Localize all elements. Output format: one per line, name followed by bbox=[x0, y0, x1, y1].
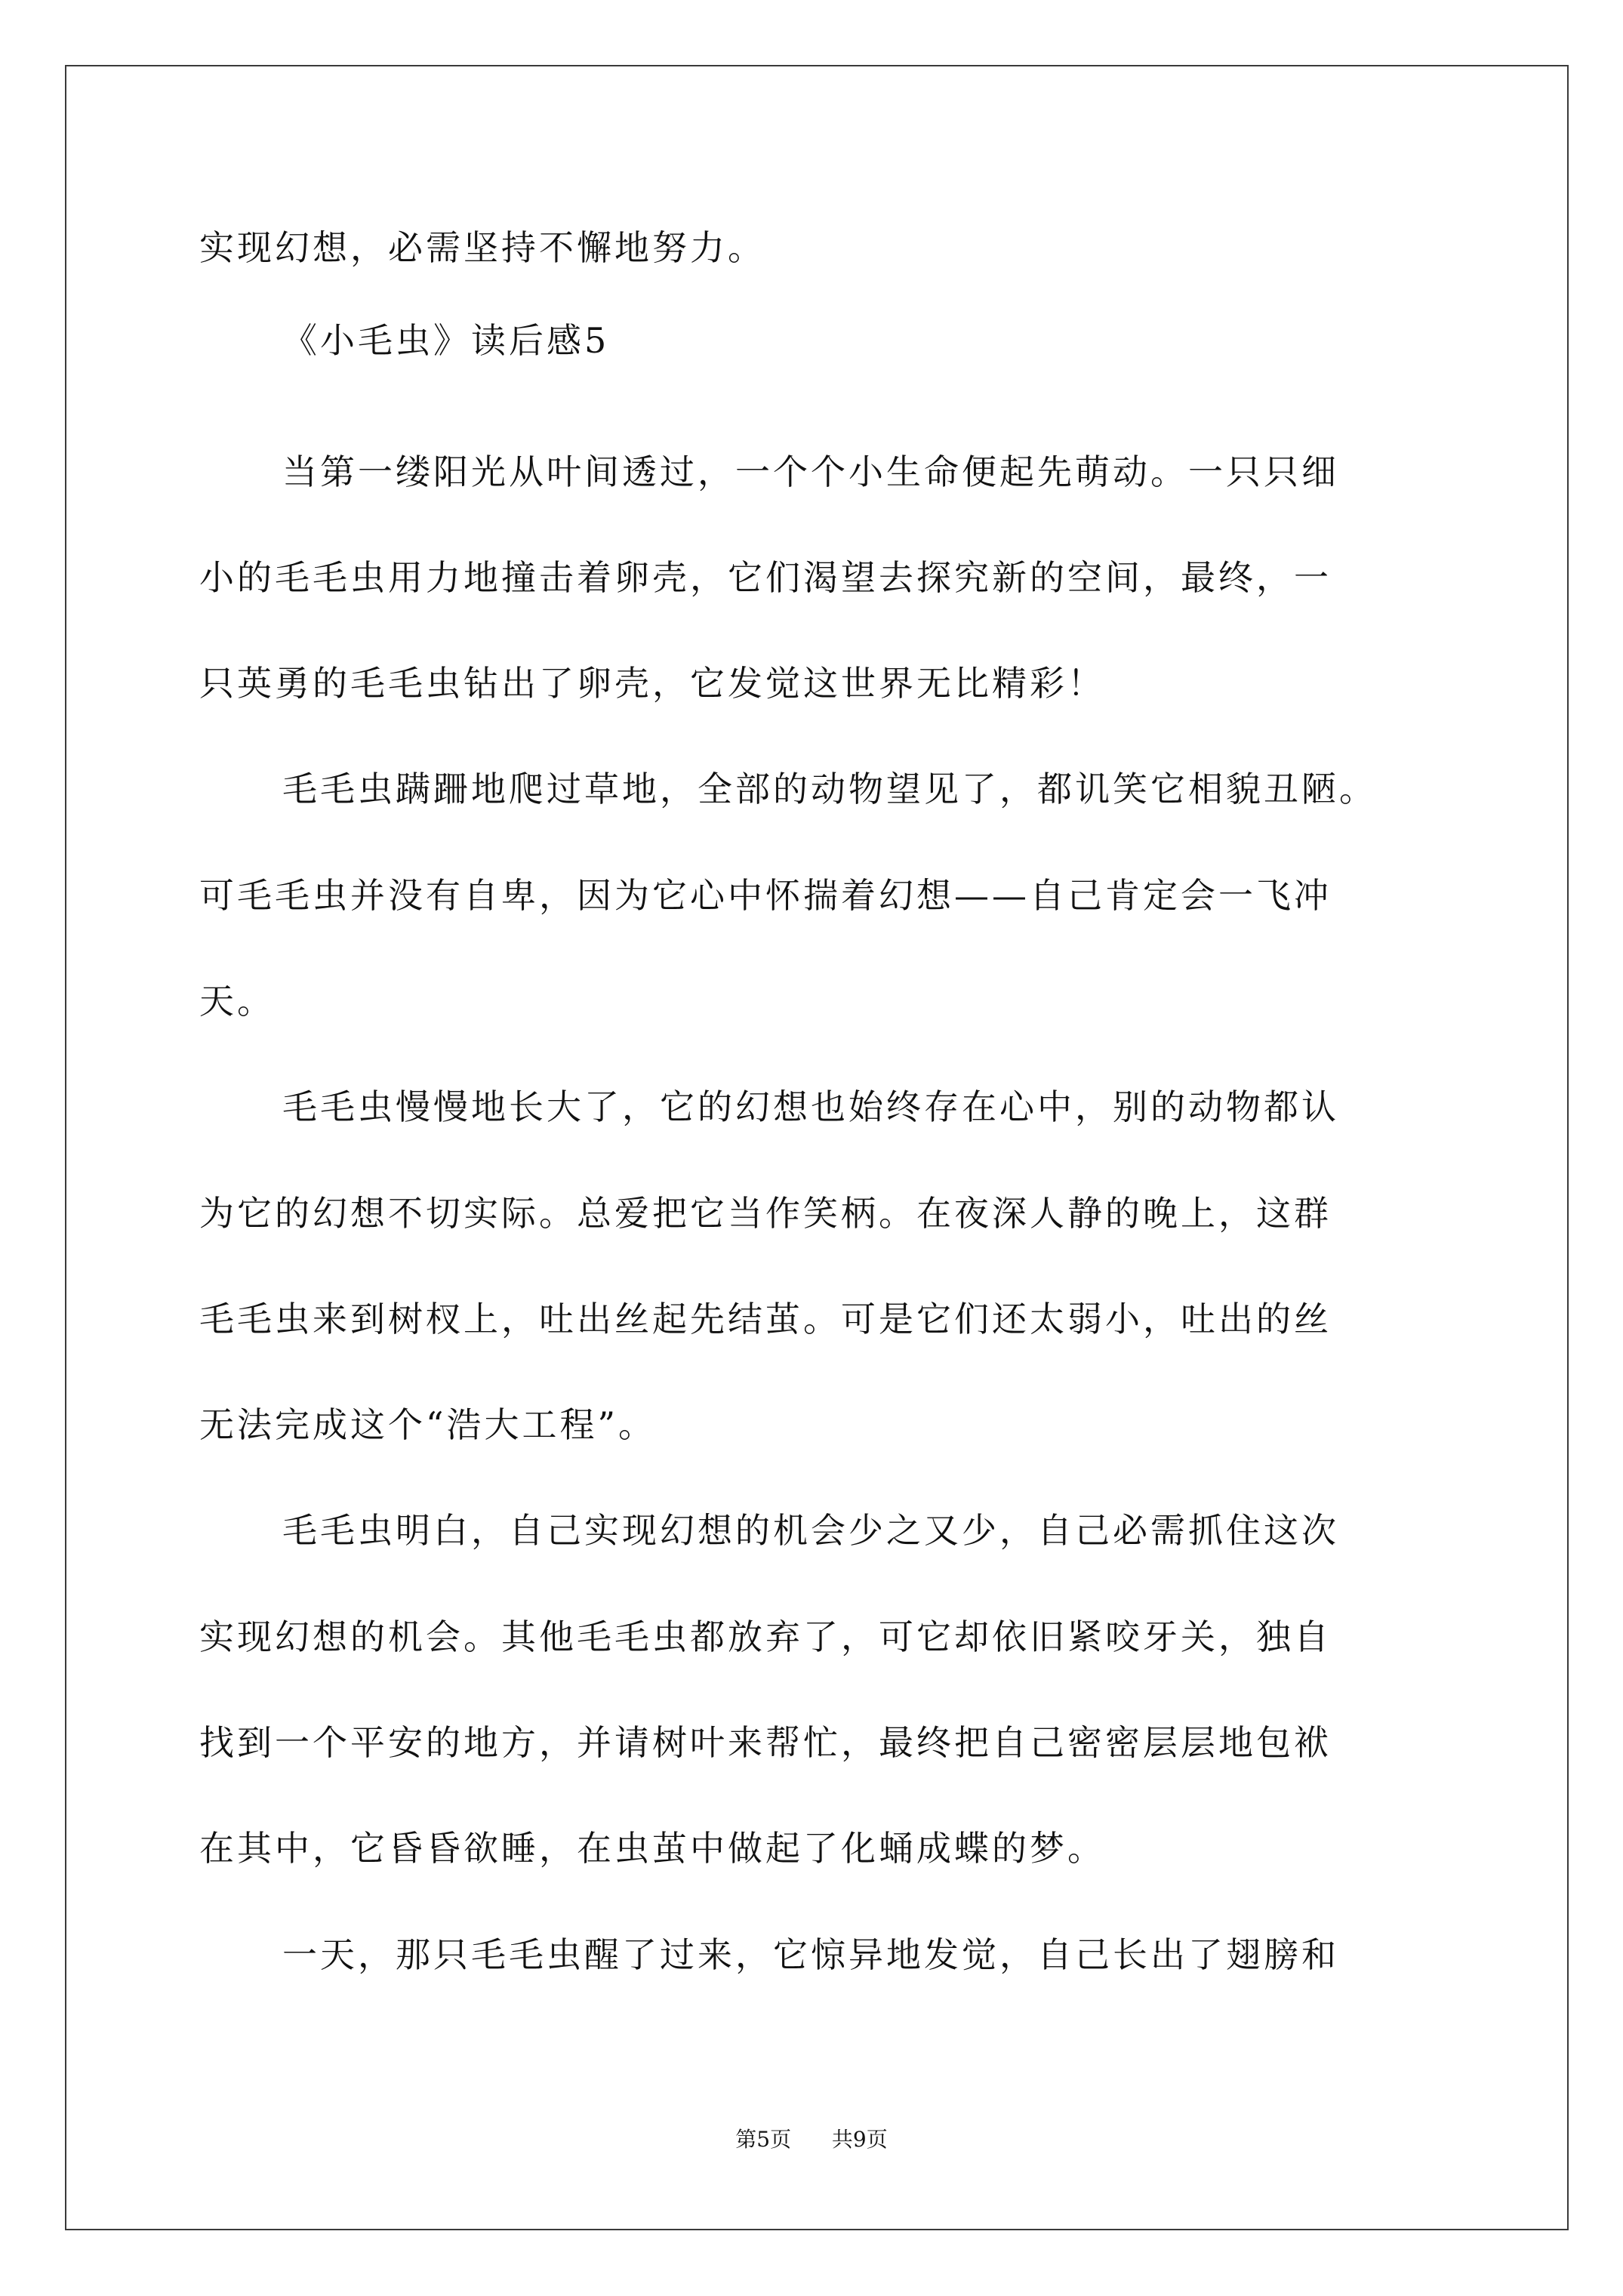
text-line: 毛毛虫明白，自己实现幻想的机会少之又少，自己必需抓住这次 bbox=[282, 1510, 1339, 1551]
text-line: 当第一缕阳光从叶间透过，一个个小生命便起先萌动。一只只细 bbox=[282, 451, 1339, 492]
text-line: 毛毛虫来到树杈上，吐出丝起先结茧。可是它们还太弱小，吐出的丝 bbox=[199, 1299, 1332, 1339]
text-line: 无法完成这个“浩大工程”。 bbox=[199, 1404, 657, 1445]
page-total: 共9页 bbox=[831, 2127, 888, 2152]
section-heading: 《小毛虫》读后感5 bbox=[282, 320, 610, 361]
text-line: 可毛毛虫并没有自卑，因为它心中怀揣着幻想——自己肯定会一飞冲 bbox=[199, 875, 1332, 916]
text-line: 为它的幻想不切实际。总爱把它当作笑柄。在夜深人静的晚上，这群 bbox=[199, 1193, 1332, 1234]
text-line: 实现幻想的机会。其他毛毛虫都放弃了，可它却依旧紧咬牙关，独自 bbox=[199, 1616, 1332, 1657]
text-line: 毛毛虫蹒跚地爬过草地，全部的动物望见了，都讥笑它相貌丑陋。 bbox=[282, 769, 1377, 809]
text-line: 实现幻想，必需坚持不懈地努力。 bbox=[199, 227, 765, 268]
page-number: 第5页 bbox=[735, 2127, 792, 2152]
text-line: 毛毛虫慢慢地长大了，它的幻想也始终存在心中，别的动物都认 bbox=[282, 1086, 1339, 1127]
page-footer bbox=[0, 2123, 1623, 2153]
text-line: 小的毛毛虫用力地撞击着卵壳，它们渴望去探究新的空间，最终，一 bbox=[199, 557, 1332, 598]
text-line: 只英勇的毛毛虫钻出了卵壳，它发觉这世界无比精彩！ bbox=[199, 663, 1105, 704]
text-line: 找到一个平安的地方，并请树叶来帮忙，最终把自己密密层层地包袱 bbox=[199, 1722, 1332, 1763]
text-line: 天。 bbox=[199, 981, 275, 1022]
page-border bbox=[65, 65, 1569, 2230]
text-line: 一天，那只毛毛虫醒了过来，它惊异地发觉，自己长出了翅膀和 bbox=[282, 1934, 1339, 1975]
text-line: 在其中，它昏昏欲睡，在虫茧中做起了化蛹成蝶的梦。 bbox=[199, 1828, 1105, 1869]
